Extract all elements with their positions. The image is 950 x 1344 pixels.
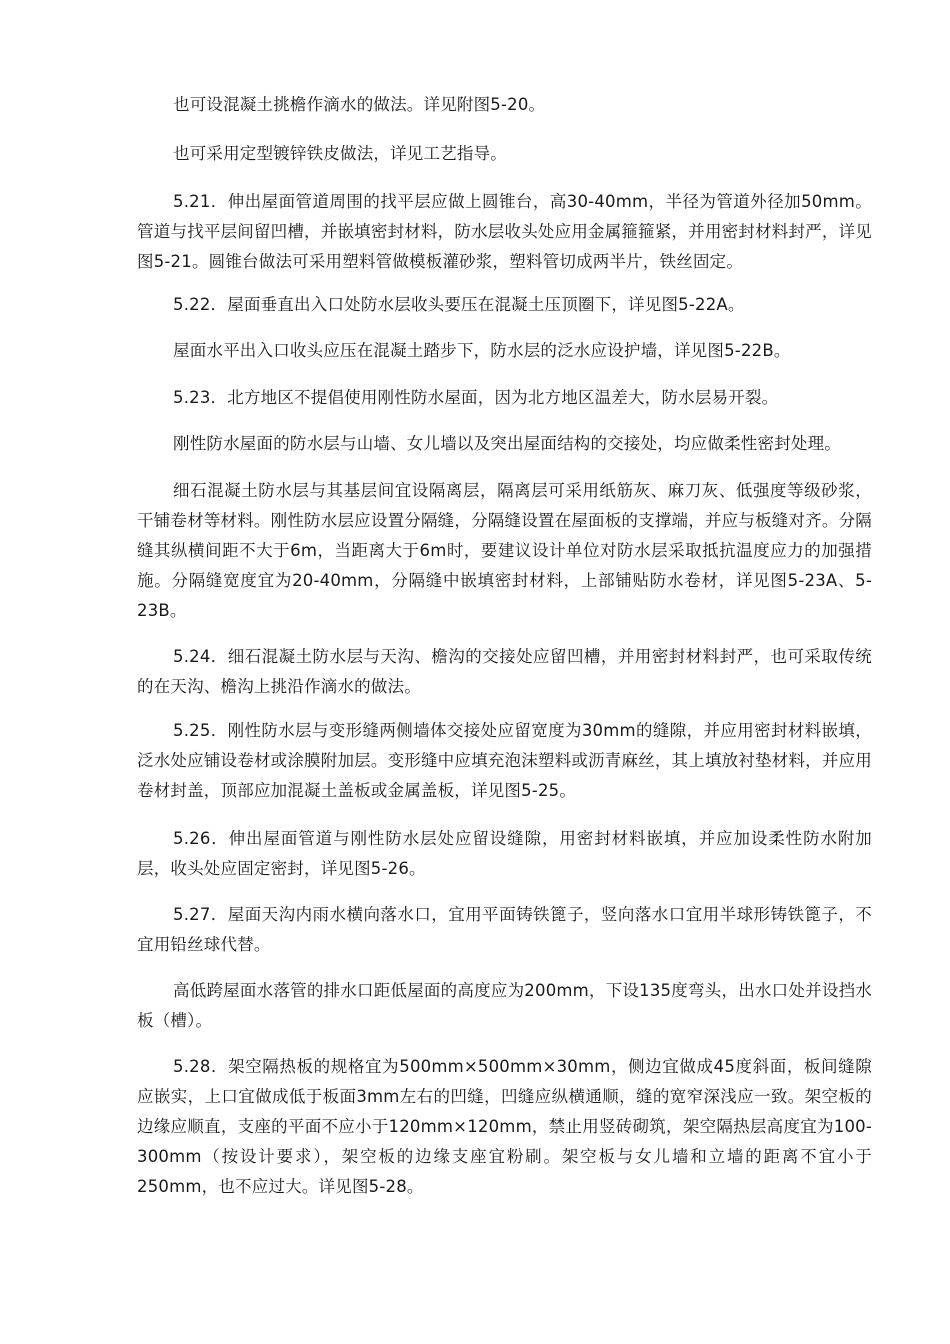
- paragraph-5-23: 5.23．北方地区不提倡使用刚性防水屋面，因为北方地区温差大，防水层易开裂。: [173, 388, 779, 407]
- paragraph-5-23-c: 细石混凝土防水层与其基层间宜设隔离层，隔离层可采用纸筋灰、麻刀灰、低强度等级砂浆，干铺卷材等材料。刚性防水层应设置分隔缝，分隔缝设置在屋面板的支撑端，并应与板缝对齐。分隔缝其纵横间距不大于6m，当距离大于6m时，要建议设计单位对防水层采取抵抗温度应力的加强措施。分隔缝宽度宜为20-40mm，分隔缝中嵌填密封材料，上部铺贴防水卷材，详见图5-23A、5-23B。: [137, 481, 872, 620]
- paragraph-5-23-b: 刚性防水屋面的防水层与山墙、女儿墙以及突出屋面结构的交接处，均应做柔性密封处理。: [173, 434, 841, 453]
- paragraph-5-22-b: 屋面水平出入口收头应压在混凝土踏步下，防水层的泛水应设护墙，详见图5-22B。: [173, 341, 791, 360]
- paragraph-5-21: 5.21．伸出屋面管道周围的找平层应做上圆锥台，高30-40mm，半径为管道外径加50mm。管道与找平层间留凹槽，并嵌填密封材料，防水层收头处应用金属箍箍紧，并用密封材料封严，详见图5-21。圆锥台做法可采用塑料管做模板灌砂浆，塑料管切成两半片，铁丝固定。: [137, 192, 872, 271]
- paragraph-5-25: 5.25．刚性防水层与变形缝两侧墙体交接处应留宽度为30mm的缝隙，并应用密封材料嵌填，泛水处应铺设卷材或涂膜附加层。变形缝中应填充泡沫塑料或沥青麻丝，其上填放衬垫材料，并应用卷材封盖，顶部应加混凝土盖板或金属盖板，详见图5-25。: [137, 721, 872, 800]
- paragraph-5-27-b: 高低跨屋面水落管的排水口距低屋面的高度应为200mm，下设135度弯头，出水口处并设挡水板（槽）。: [137, 981, 872, 1030]
- paragraph-5-22: 5.22．屋面垂直出入口处防水层收头要压在混凝土压顶圈下，详见图5-22A。: [173, 295, 745, 314]
- paragraph-1: 也可设混凝土挑檐作滴水的做法。详见附图5-20。: [173, 95, 546, 114]
- paragraph-5-26: 5.26．伸出屋面管道与刚性防水层处应留设缝隙，用密封材料嵌填，并应加设柔性防水附加层，收头处应固定密封，详见图5-26。: [137, 829, 872, 878]
- paragraph-5-27: 5.27．屋面天沟内雨水横向落水口，宜用平面铸铁篦子，竖向落水口宜用半球形铸铁篦子，不宜用铅丝球代替。: [137, 905, 872, 954]
- paragraph-5-28: 5.28．架空隔热板的规格宜为500mm×500mm×30mm，侧边宜做成45度斜面，板间缝隙应嵌实，上口宜做成低于板面3mm左右的凹缝，凹缝应纵横通顺，缝的宽窄深浅应一致。架空板的边缘应顺直，支座的平面不应小于120mm×120mm，禁止用竖砖砌筑，架空隔热层高度宜为100-300mm（按设计要求），架空板的边缘支座宜粉刷。架空板与女儿墙和立墙的距离不宜小于250mm，也不应过大。详见图5-28。: [137, 1057, 872, 1196]
- paragraph-5-24: 5.24．细石混凝土防水层与天沟、檐沟的交接处应留凹槽，并用密封材料封严，也可采取传统的在天沟、檐沟上挑沿作滴水的做法。: [137, 647, 872, 696]
- paragraph-2: 也可采用定型镀锌铁皮做法，详见工艺指导。: [173, 144, 507, 163]
